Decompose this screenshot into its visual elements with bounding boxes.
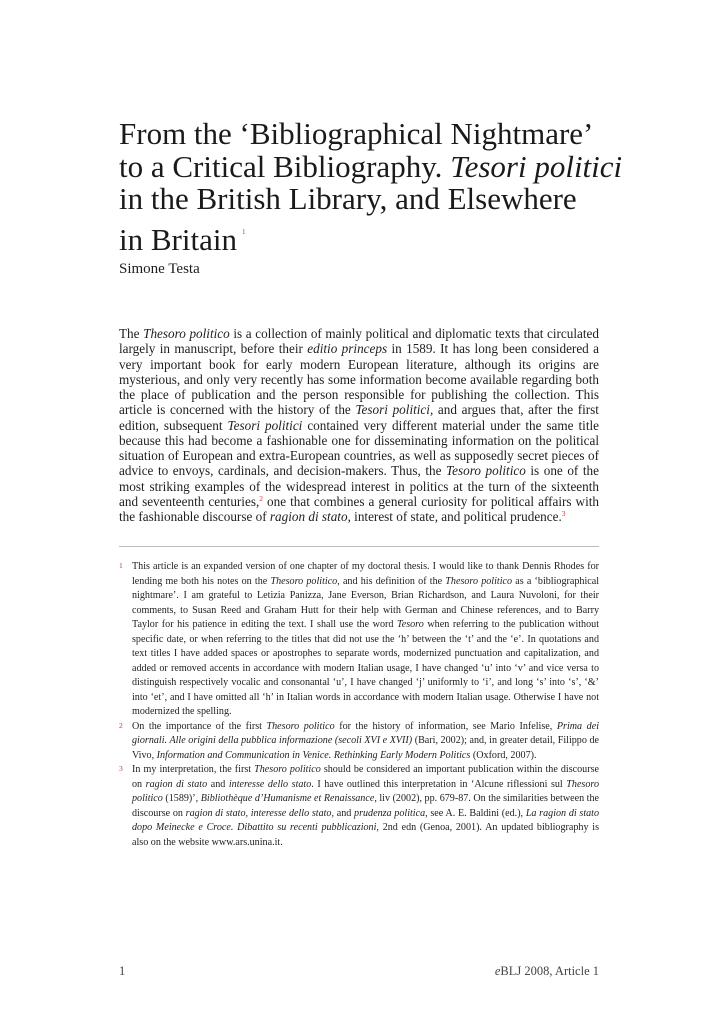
footnote-text: for the history of information, see Mario Infelise, — [334, 720, 557, 732]
footnote-divider — [119, 546, 599, 547]
abstract-italic: Thesoro politico — [143, 326, 230, 341]
footnote-text: This article is an expanded version of one chapter of my doctoral thesis. I would like to thank Dennis Rhodes for lending me both his notes on the — [132, 561, 599, 587]
footnote-italic: Bibliothèque d’Humanisme et Renaissance — [200, 793, 375, 804]
footnote-italic: Thesoro politico — [445, 575, 513, 587]
page-number: 1 — [119, 964, 126, 978]
abstract-text: is a collection of mainly political and diplomatic texts that circulated largely in manuscript, before their — [119, 326, 599, 357]
title-italic-phrase: Tesori politici — [450, 148, 623, 184]
footnote-italic: Information and Communication in Venice. Rethinking Early Modern Politics — [156, 749, 471, 761]
footnote-text: and — [207, 778, 229, 790]
title-line-4: in Britain — [119, 221, 237, 257]
footnote-number: 1 — [119, 561, 123, 570]
footnote-ref-3[interactable]: 3 — [561, 509, 566, 518]
footnote-ref-2[interactable]: 2 — [259, 493, 264, 503]
journal-prefix: e — [494, 964, 501, 978]
abstract-italic: Tesori politici — [355, 402, 430, 418]
footnote-text: In my interpretation, the first — [132, 764, 255, 775]
footnote-text: should be considered an important publication within the discourse on — [132, 764, 599, 790]
footnote-number: 3 — [119, 764, 123, 773]
abstract-italic: editio princeps — [307, 341, 388, 357]
footnote-2 — [119, 720, 599, 764]
footnote-number: 2 — [119, 720, 123, 730]
footnote-italic: La ragion di stato dopo Meinecke e Croce. Dibattito su recenti pubblicazioni — [132, 807, 600, 833]
title-line-3: in the British Library, and Elsewhere — [119, 181, 577, 216]
footnote-italic: prudenza politica — [354, 807, 426, 819]
abstract-text: , and argues that, after the first edition, subsequent — [119, 402, 599, 433]
footnote-text: . I have outlined this interpretation in ‘Alcune riflessioni sul — [311, 778, 567, 790]
footnote-text: , and his definition of the — [337, 575, 446, 587]
footnote-italic: Thesoro politico — [266, 720, 335, 732]
footnote-text: , liv (2002), pp. 679-87. On the similarities between the discourse on — [132, 793, 600, 819]
footnote-italic: Thesoro politico — [254, 764, 321, 775]
abstract-italic: Tesori politici — [227, 417, 303, 433]
abstract-italic: Tesoro politico — [446, 463, 526, 479]
footnote-italic: Prima dei giornali. Alle origini della pubblica informazione (secoli XVI e XVII) — [132, 720, 599, 746]
footnote-text: and — [334, 807, 355, 819]
footnote-italic: Thesoro politico — [132, 778, 599, 804]
abstract-text: in 1589. It has long been considered a very important book for early modern European literature, although its origins are mysterious, and only very recently has some information become available regarding both the place of publication and the person responsible for publishing the collection. This article is concerned with the history of the — [119, 341, 599, 418]
abstract-text: one that combines a general curiosity for political affairs with the fashionable discourse of — [119, 493, 600, 524]
footnote-text: On the importance of the first — [132, 720, 267, 732]
footnote-text: , 2nd edn (Genoa, 2001). An updated bibliography is also on the website www.ars.unina.it. — [132, 822, 599, 848]
journal-citation — [495, 964, 599, 979]
abstract-text: , interest of state, and political prudence. — [347, 509, 562, 524]
footnote-text: (Oxford, 2007). — [470, 749, 537, 761]
footnote-text: (1589)’, — [162, 793, 201, 804]
title-line-1: From the ‘Bibliographical Nightmare’ — [119, 116, 594, 151]
footnote-text: as a ‘bibliographical nightmare’. I am grateful to Letizia Panizza, Jane Everson, Brian Richardson, and Laura Nuvoloni, for their comments, to Susan Reed and Graham Hutt for their help with German and Chinese references, and to Barry Taylor for his patience in editing the text. I shall use the word — [132, 575, 600, 630]
abstract-paragraph — [119, 326, 599, 524]
title-footnote-ref[interactable]: 1 — [241, 227, 246, 236]
footnote-text: (Bari, 2002); and, in greater detail, Filippo de Vivo, — [132, 735, 599, 761]
footnote-1 — [119, 560, 599, 720]
footnote-italic: ragion di stato — [145, 778, 208, 790]
footnote-italic: Thesoro politico — [270, 575, 338, 587]
abstract-text: contained very different material under the same title because this had become a fashionable one for disseminating information on the political situation of European and extra-European countries, as well as supposedly secret pieces of advice to envoys, cardinals, and decision-makers. Thus, the — [119, 417, 600, 479]
footnote-text: , see A. E. Baldini (ed.), — [425, 807, 526, 819]
abstract-text: The — [119, 326, 144, 341]
footnote-text: when referring to the publication without specific date, or when referring to the titles that did not use the ‘h’ between the ‘t’ and the ‘e’. In quotations and text titles I have added spaces or apostrophes to separate words, modernized punctuation and capitalization, and added or removed accents in accordance with modern Italian usage, I have changed ‘u’ into ‘v’ and vice versa to distinguish respectively vocalic and consonantal ‘u’, I have changed ‘j’ uniformly to ‘i’, and long ‘s’ into ‘s’, ‘&’ into ‘et’, and I have omitted all ‘h’ in Italian words in accordance with modern Italian usage. Otherwise I have not modernized the spelling. — [132, 619, 599, 717]
author-name: Simone Testa — [119, 261, 200, 277]
footnote-italic: ragion di stato, interesse dello stato, — [185, 807, 334, 819]
abstract-italic: ragion di stato — [269, 509, 348, 524]
journal-name: BLJ 2008, Article 1 — [500, 964, 599, 978]
article-title — [119, 118, 639, 256]
title-line-2: to a Critical Bibliography. — [119, 148, 451, 184]
footnote-italic: interesse dello stato — [228, 778, 312, 790]
abstract-text: is one of the most striking examples of the widespread interest in politics at the turn of the sixteenth and seventeenth centuries, — [119, 463, 599, 509]
footnote-italic: Tesoro — [397, 619, 424, 630]
footnotes-list — [119, 560, 599, 850]
footnote-3 — [119, 763, 599, 850]
